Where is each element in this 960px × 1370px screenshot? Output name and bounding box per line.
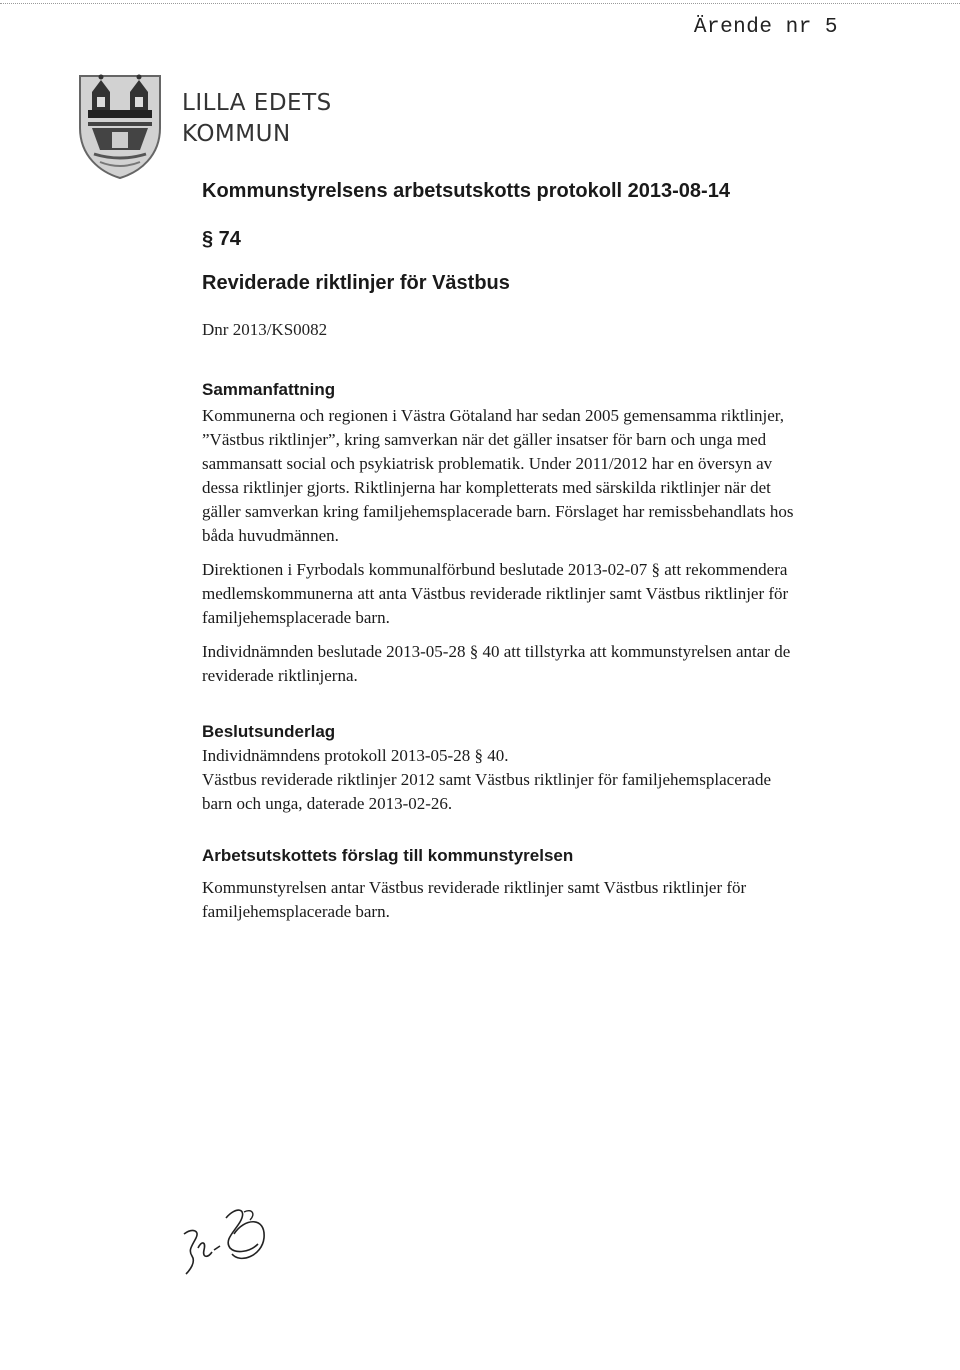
text-line: reviderade riktlinjerna. xyxy=(202,666,358,685)
text-line: familjehemsplacerade barn. xyxy=(202,608,390,627)
text-line: ”Västbus riktlinjer”, kring samverkan när det gäller insatser för barn och unga med xyxy=(202,430,767,449)
summary-heading: Sammanfattning xyxy=(202,380,336,399)
text-line: gäller samverkan kring familjehemsplacerade barn. Förslaget har remissbehandlats hos xyxy=(202,502,794,521)
text-line: Individnämndens protokoll 2013-05-28 § 40. xyxy=(202,746,509,765)
subject-heading: Reviderade riktlinjer för Västbus xyxy=(202,272,510,294)
protocol-title: Kommunstyrelsens arbetsutskotts protokoll 2013-08-14 xyxy=(202,180,730,202)
municipality-line-2: KOMMUN xyxy=(182,121,291,147)
municipal-coat-of-arms-icon xyxy=(74,70,166,182)
text-line: Individnämnden beslutade 2013-05-28 § 40 att tillstyrka att kommunstyrelsen antar de xyxy=(202,642,791,661)
errand-number: Ärende nr 5 xyxy=(693,16,838,39)
text-line: Västbus reviderade riktlinjer 2012 samt Västbus riktlinjer för familjehemsplacerade xyxy=(202,770,772,789)
proposal-text xyxy=(202,876,902,924)
scan-top-edge xyxy=(0,3,960,4)
basis-heading: Beslutsunderlag xyxy=(202,722,336,741)
municipality-line-1: LILLA EDETS xyxy=(182,90,332,116)
proposal-heading: Arbetsutskottets förslag till kommunstyrelsen xyxy=(202,846,574,865)
text-line: dessa riktlinjer gjorts. Riktlinjerna har kompletterats med särskilda riktlinjer när det xyxy=(202,478,771,497)
text-line: medlemskommunerna att anta Västbus reviderade riktlinjer samt Västbus riktlinjer för xyxy=(202,584,789,603)
handwritten-initials-icon xyxy=(174,1198,284,1278)
text-line: Kommunerna och regionen i Västra Götaland har sedan 2005 gemensamma riktlinjer, xyxy=(202,406,785,425)
paragraph-number: § 74 xyxy=(202,228,241,250)
text-line: barn och unga, daterade 2013-02-26. xyxy=(202,794,453,813)
text-line: båda huvudmännen. xyxy=(202,526,339,545)
text-line: Kommunstyrelsen antar Västbus reviderade riktlinjer samt Västbus riktlinjer för xyxy=(202,878,747,897)
summary-paragraph-2 xyxy=(202,558,902,630)
summary-text xyxy=(202,404,902,698)
municipality-name xyxy=(182,88,332,150)
text-line: familjehemsplacerade barn. xyxy=(202,902,390,921)
summary-paragraph-1 xyxy=(202,404,902,548)
summary-paragraph-3 xyxy=(202,640,902,688)
text-line: Direktionen i Fyrbodals kommunalförbund beslutade 2013-02-07 § att rekommendera xyxy=(202,560,788,579)
text-line: sammansatt social och psykiatrisk problematik. Under 2011/2012 har en översyn av xyxy=(202,454,773,473)
diary-number: Dnr 2013/KS0082 xyxy=(202,320,328,339)
basis-text xyxy=(202,744,902,816)
